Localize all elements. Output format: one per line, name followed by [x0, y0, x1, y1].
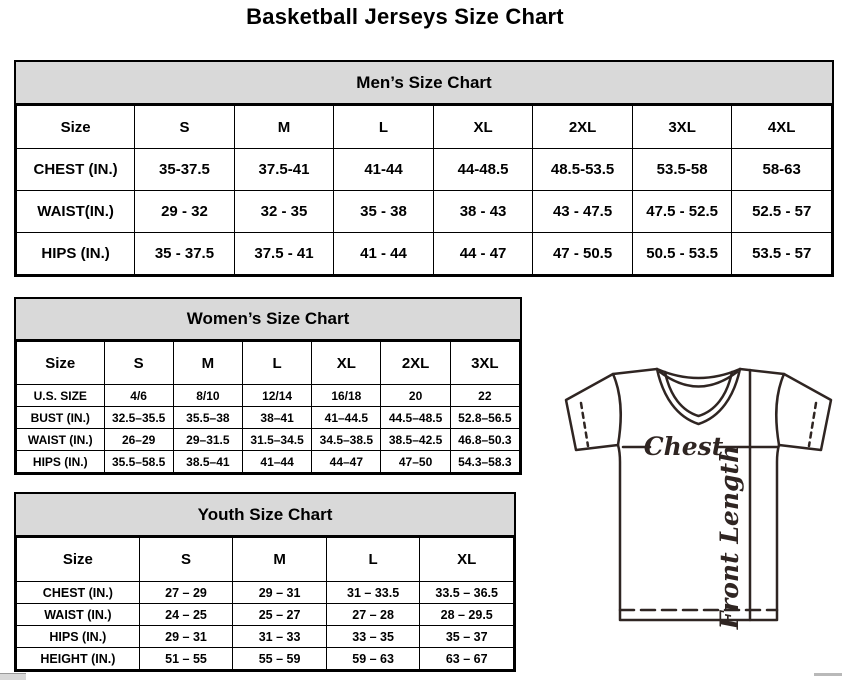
row-label: HIPS (IN.): [17, 233, 135, 275]
row-label: WAIST(IN.): [17, 191, 135, 233]
table-cell: 31 – 33: [233, 626, 327, 648]
table-cell: 24 – 25: [139, 604, 233, 626]
table-row: [17, 429, 520, 451]
row-label: HIPS (IN.): [17, 451, 105, 473]
table-cell: 44 - 47: [433, 233, 533, 275]
table-cell: 54.3–58.3: [450, 451, 519, 473]
left-armhole-seam: [613, 374, 621, 445]
mens-chart-title: Men’s Size Chart: [16, 62, 832, 105]
table-row: [17, 191, 832, 233]
chest-label: Chest: [643, 432, 724, 461]
table-row: [17, 648, 514, 670]
table-cell: 48.5-53.5: [533, 149, 633, 191]
table-cell: 35 - 37.5: [135, 233, 235, 275]
table-cell: 53.5 - 57: [732, 233, 832, 275]
column-header: S: [135, 106, 235, 149]
table-cell: 38–41: [242, 407, 311, 429]
table-cell: 26–29: [104, 429, 173, 451]
womens-size-table: [16, 341, 520, 473]
youth-size-table: [16, 537, 514, 670]
womens-chart-title: Women’s Size Chart: [16, 299, 520, 341]
table-cell: 41–44.5: [312, 407, 381, 429]
column-header: S: [104, 342, 173, 385]
table-cell: 47.5 - 52.5: [632, 191, 732, 233]
left-sleeve-dashed-line: [581, 403, 588, 446]
table-row: [17, 604, 514, 626]
table-cell: 34.5–38.5: [312, 429, 381, 451]
table-cell: 55 – 59: [233, 648, 327, 670]
table-cell: 37.5-41: [234, 149, 334, 191]
table-cell: 20: [381, 385, 450, 407]
table-row: [17, 233, 832, 275]
table-cell: 12/14: [242, 385, 311, 407]
size-column-header: Size: [17, 342, 105, 385]
table-row: [17, 626, 514, 648]
table-cell: 63 – 67: [420, 648, 514, 670]
table-cell: 28 – 29.5: [420, 604, 514, 626]
row-label: WAIST (IN.): [17, 429, 105, 451]
table-cell: 44–47: [312, 451, 381, 473]
table-cell: 35 - 38: [334, 191, 434, 233]
table-cell: 38.5–42.5: [381, 429, 450, 451]
table-cell: 35.5–38: [173, 407, 242, 429]
row-label: CHEST (IN.): [17, 582, 140, 604]
mens-size-chart-section: [14, 60, 834, 277]
table-cell: 27 – 29: [139, 582, 233, 604]
table-cell: 52.8–56.5: [450, 407, 519, 429]
column-header: XL: [420, 538, 514, 582]
table-cell: 35-37.5: [135, 149, 235, 191]
table-cell: 47–50: [381, 451, 450, 473]
right-armhole-seam: [776, 374, 784, 445]
table-cell: 44-48.5: [433, 149, 533, 191]
youth-chart-title: Youth Size Chart: [16, 494, 514, 537]
table-cell: 32.5–35.5: [104, 407, 173, 429]
table-cell: 52.5 - 57: [732, 191, 832, 233]
table-cell: 31 – 33.5: [326, 582, 420, 604]
table-cell: 31.5–34.5: [242, 429, 311, 451]
column-header: 2XL: [533, 106, 633, 149]
row-label: U.S. SIZE: [17, 385, 105, 407]
table-cell: 38 - 43: [433, 191, 533, 233]
table-cell: 41-44: [334, 149, 434, 191]
column-header: M: [234, 106, 334, 149]
table-row: [17, 149, 832, 191]
table-cell: 35 – 37: [420, 626, 514, 648]
column-header: M: [173, 342, 242, 385]
table-cell: 37.5 - 41: [234, 233, 334, 275]
table-cell: 59 – 63: [326, 648, 420, 670]
table-cell: 35.5–58.5: [104, 451, 173, 473]
table-cell: 43 - 47.5: [533, 191, 633, 233]
mens-size-table: [16, 105, 832, 275]
table-row: [17, 407, 520, 429]
table-cell: 38.5–41: [173, 451, 242, 473]
table-cell: 29 – 31: [233, 582, 327, 604]
front-length-label: Front Length: [715, 444, 744, 630]
column-header: XL: [433, 106, 533, 149]
table-cell: 41 - 44: [334, 233, 434, 275]
table-row: [17, 582, 514, 604]
table-cell: 25 – 27: [233, 604, 327, 626]
column-header: M: [233, 538, 327, 582]
table-cell: 33.5 – 36.5: [420, 582, 514, 604]
row-label: HIPS (IN.): [17, 626, 140, 648]
column-header: 3XL: [632, 106, 732, 149]
collar-back-arc-outer: [657, 369, 740, 378]
column-header: S: [139, 538, 233, 582]
size-column-header: Size: [17, 538, 140, 582]
table-row: [17, 385, 520, 407]
womens-size-chart-section: [14, 297, 522, 475]
table-cell: 8/10: [173, 385, 242, 407]
column-header: L: [242, 342, 311, 385]
jersey-outline: [566, 369, 831, 620]
row-label: HEIGHT (IN.): [17, 648, 140, 670]
column-header: XL: [312, 342, 381, 385]
table-cell: 44.5–48.5: [381, 407, 450, 429]
column-header: 2XL: [381, 342, 450, 385]
column-header: L: [334, 106, 434, 149]
table-row: [17, 451, 520, 473]
table-cell: 22: [450, 385, 519, 407]
horizontal-scrollbar-fragment-right[interactable]: [814, 673, 842, 676]
row-label: WAIST (IN.): [17, 604, 140, 626]
jersey-measurement-diagram: [555, 358, 843, 630]
table-cell: 32 - 35: [234, 191, 334, 233]
table-cell: 51 – 55: [139, 648, 233, 670]
column-header: 3XL: [450, 342, 519, 385]
table-cell: 58-63: [732, 149, 832, 191]
page-title: Basketball Jerseys Size Chart: [246, 4, 564, 29]
column-header: 4XL: [732, 106, 832, 149]
right-sleeve-dashed-line: [809, 403, 816, 446]
table-cell: 29 – 31: [139, 626, 233, 648]
table-cell: 46.8–50.3: [450, 429, 519, 451]
table-cell: 16/18: [312, 385, 381, 407]
header-row: [17, 342, 520, 385]
table-cell: 33 – 35: [326, 626, 420, 648]
table-cell: 41–44: [242, 451, 311, 473]
table-cell: 29–31.5: [173, 429, 242, 451]
size-column-header: Size: [17, 106, 135, 149]
table-cell: 47 - 50.5: [533, 233, 633, 275]
table-cell: 29 - 32: [135, 191, 235, 233]
table-cell: 4/6: [104, 385, 173, 407]
table-cell: 50.5 - 53.5: [632, 233, 732, 275]
header-row: [17, 538, 514, 582]
header-row: [17, 106, 832, 149]
youth-size-chart-section: [14, 492, 516, 672]
row-label: CHEST (IN.): [17, 149, 135, 191]
table-cell: 53.5-58: [632, 149, 732, 191]
row-label: BUST (IN.): [17, 407, 105, 429]
table-cell: 27 – 28: [326, 604, 420, 626]
column-header: L: [326, 538, 420, 582]
